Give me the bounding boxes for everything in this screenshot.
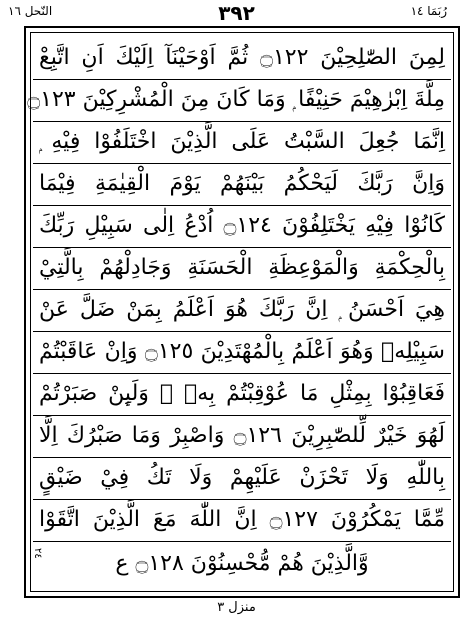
line-rule xyxy=(33,331,451,332)
text-line-10: لَهُوَ خَيْرٌ لِّلصّٰبِرِيْنَ ۝١٢٦ وَاصْبِرْ وَمَا صَبْرُكَ اِلَّا xyxy=(39,423,446,448)
text-line-11: بِاللّٰهِ وَلَا تَحْزَنْ عَلَيْهِمْ وَلَا تَكُ فِيْ ضَيْقٍ xyxy=(39,465,445,490)
text-line-3: اِنَّمَا جُعِلَ السَّبْتُ عَلَى الَّذِيْنَ اخْتَلَفُوْا فِيْهِ ۭ xyxy=(39,129,445,154)
text-line-12: مِّمَّا يَمْكُرُوْنَ ۝١٢٧ اِنَّ اللّٰهَ مَعَ الَّذِيْنَ اتَّقَوْا xyxy=(39,507,445,532)
line-rule xyxy=(33,247,451,248)
text-line-9: فَعَاقِبُوْا بِمِثْلِ مَا عُوْقِبْتُمْ بِهٖ ۭ وَلَىِٕنْ صَبَرْتُمْ xyxy=(39,381,445,406)
surah-name: النّحل ١٦ xyxy=(8,4,53,18)
text-line-4: وَاِنَّ رَبَّكَ لَيَحْكُمُ بَيْنَهُمْ يَوْمَ الْقِيٰمَةِ فِيْمَا xyxy=(39,171,445,196)
text-line-13: وَّالَّذِيْنَ هُمْ مُّحْسِنُوْنَ ۝١٢٨ ع xyxy=(115,551,369,576)
line-rule xyxy=(33,205,451,206)
line-rule xyxy=(33,373,451,374)
text-line-1: لِمِنَ الصّٰلِحِيْنَ ۝١٢٢ ثُمَّ اَوْحَيْنَآ اِلَيْكَ اَنِ اتَّبِعْ xyxy=(39,45,445,70)
line-rule xyxy=(33,457,451,458)
text-line-5: كَانُوْا فِيْهِ يَخْتَلِفُوْنَ ۝١٢٤ اُدْعُ اِلٰى سَبِيْلِ رَبِّكَ xyxy=(39,213,446,238)
line-rule xyxy=(33,415,451,416)
page-border xyxy=(24,26,460,598)
line-rule xyxy=(33,499,451,500)
line-rule xyxy=(33,541,451,542)
juz-name: رُبَمَا ١٤ xyxy=(410,4,447,18)
line-rule xyxy=(33,289,451,290)
manzil-footer: منزل ٣ xyxy=(217,600,256,615)
page-header xyxy=(0,0,473,28)
line-rule xyxy=(33,121,451,122)
section-marker: ٢٤ xyxy=(32,548,43,559)
line-rule xyxy=(33,163,451,164)
text-line-2: مِلَّةَ اِبْرٰهِيْمَ حَنِيْفًا ۭ وَمَا كَانَ مِنَ الْمُشْرِكِيْنَ ۝١٢٣ xyxy=(27,87,445,112)
text-line-7: هِيَ اَحْسَنُ ۭ اِنَّ رَبَّكَ هُوَ اَعْلَمُ بِمَنْ ضَلَّ عَنْ xyxy=(39,297,445,322)
text-line-8: سَبِيْلِهٖ وَهُوَ اَعْلَمُ بِالْمُهْتَدِيْنَ ۝١٢٥ وَاِنْ عَاقَبْتُمْ xyxy=(39,339,445,364)
text-frame xyxy=(27,32,454,592)
text-line-6: بِالْحِكْمَةِ وَالْمَوْعِظَةِ الْحَسَنَةِ وَجَادِلْهُمْ بِالَّتِيْ xyxy=(39,255,445,280)
line-rule xyxy=(33,79,451,80)
page-number: ٣٩٢ xyxy=(218,1,255,25)
